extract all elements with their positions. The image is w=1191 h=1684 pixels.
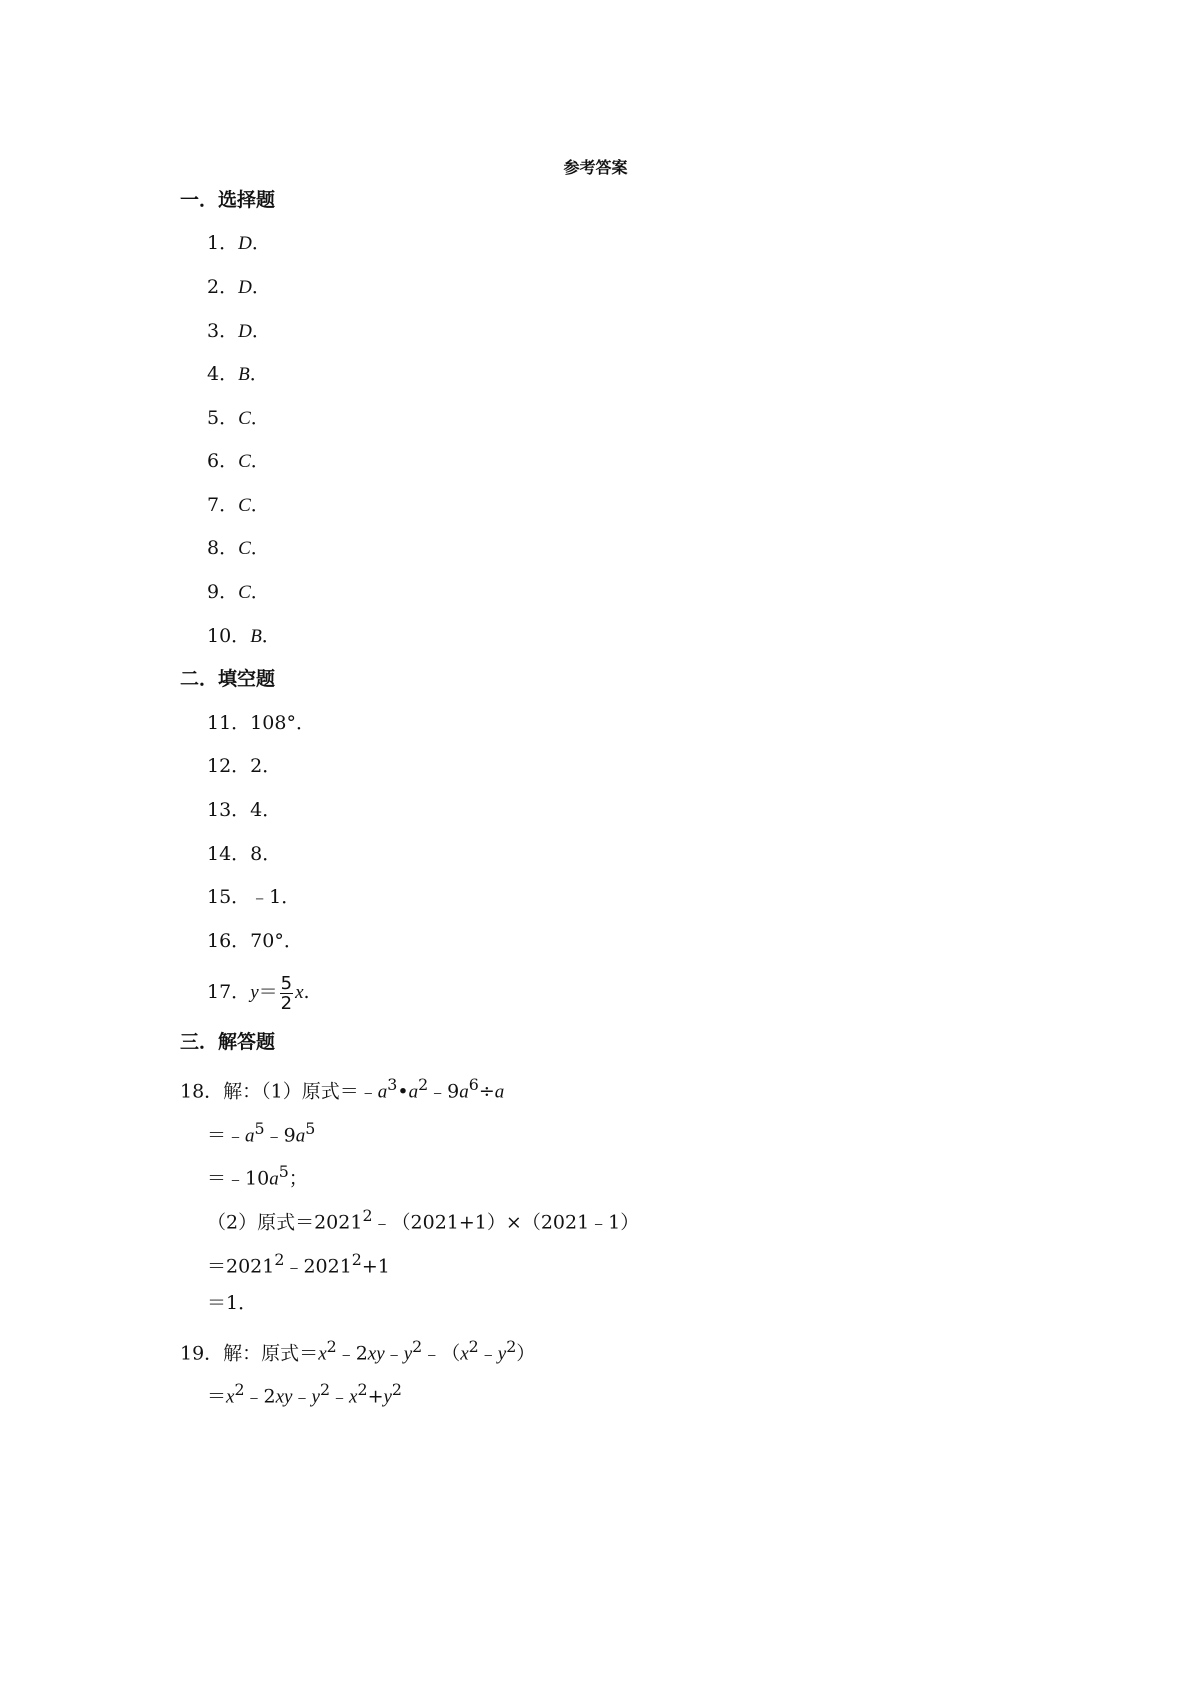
fill-answer-14: 14．8． [207, 843, 282, 865]
choice-answer-5: 5．C． [207, 407, 270, 429]
fill-answer-15: 15．﹣1． [207, 886, 301, 908]
fill-answer-17: 17．y＝ $\frac{5}{2}$ x. [207, 972, 310, 1014]
section-heading-choice: 一．选择题 [180, 189, 276, 211]
choice-answer-2: 2．D． [207, 276, 271, 298]
fill-answer-12: 12．2． [207, 755, 282, 777]
fraction: $\frac{5}{2}$ [280, 972, 293, 1014]
q18-line-6: ＝1． [207, 1292, 258, 1314]
choice-answer-7: 7．C． [207, 494, 270, 516]
choice-answer-9: 9．C． [207, 581, 270, 603]
choice-answer-8: 8．C． [207, 537, 270, 559]
page-title: 参考答案 [563, 158, 628, 177]
q18-line-5: $=2021^2﹣2021^2+1$ [207, 1250, 390, 1278]
fill-answer-16: 16．70°． [207, 930, 303, 952]
q19-line-1: 19．解：原式$=x^2﹣2xy﹣y^2﹣(x^2﹣y^2)$ [180, 1337, 536, 1365]
choice-answer-3: 3．D． [207, 320, 271, 342]
fill-answer-13: 13．4． [207, 799, 282, 821]
choice-answer-10: 10．B． [207, 625, 281, 647]
q18-line-2: $=﹣a^5﹣9a^5$ [207, 1119, 316, 1147]
choice-answer-6: 6．C． [207, 450, 270, 472]
q19-line-2: $=x^2﹣2xy﹣y^2﹣x^2+y^2$ [207, 1380, 402, 1408]
section-heading-fill: 二．填空题 [180, 668, 276, 690]
fill-answer-11: 11．108°． [207, 712, 315, 734]
q18-line-3: $=﹣10a^5$； [207, 1162, 308, 1190]
q18-line-1: 18．解：（1）原式$=﹣a^3•a^2﹣9a^6\div a$ [180, 1075, 505, 1103]
q18-line-4: （2）原式$=2021^2﹣(2021+1)\times(2021﹣1)$ [207, 1206, 640, 1234]
choice-answer-1: 1．D． [207, 232, 271, 254]
section-heading-solve: 三．解答题 [180, 1031, 276, 1053]
choice-answer-4: 4．B． [207, 363, 269, 385]
